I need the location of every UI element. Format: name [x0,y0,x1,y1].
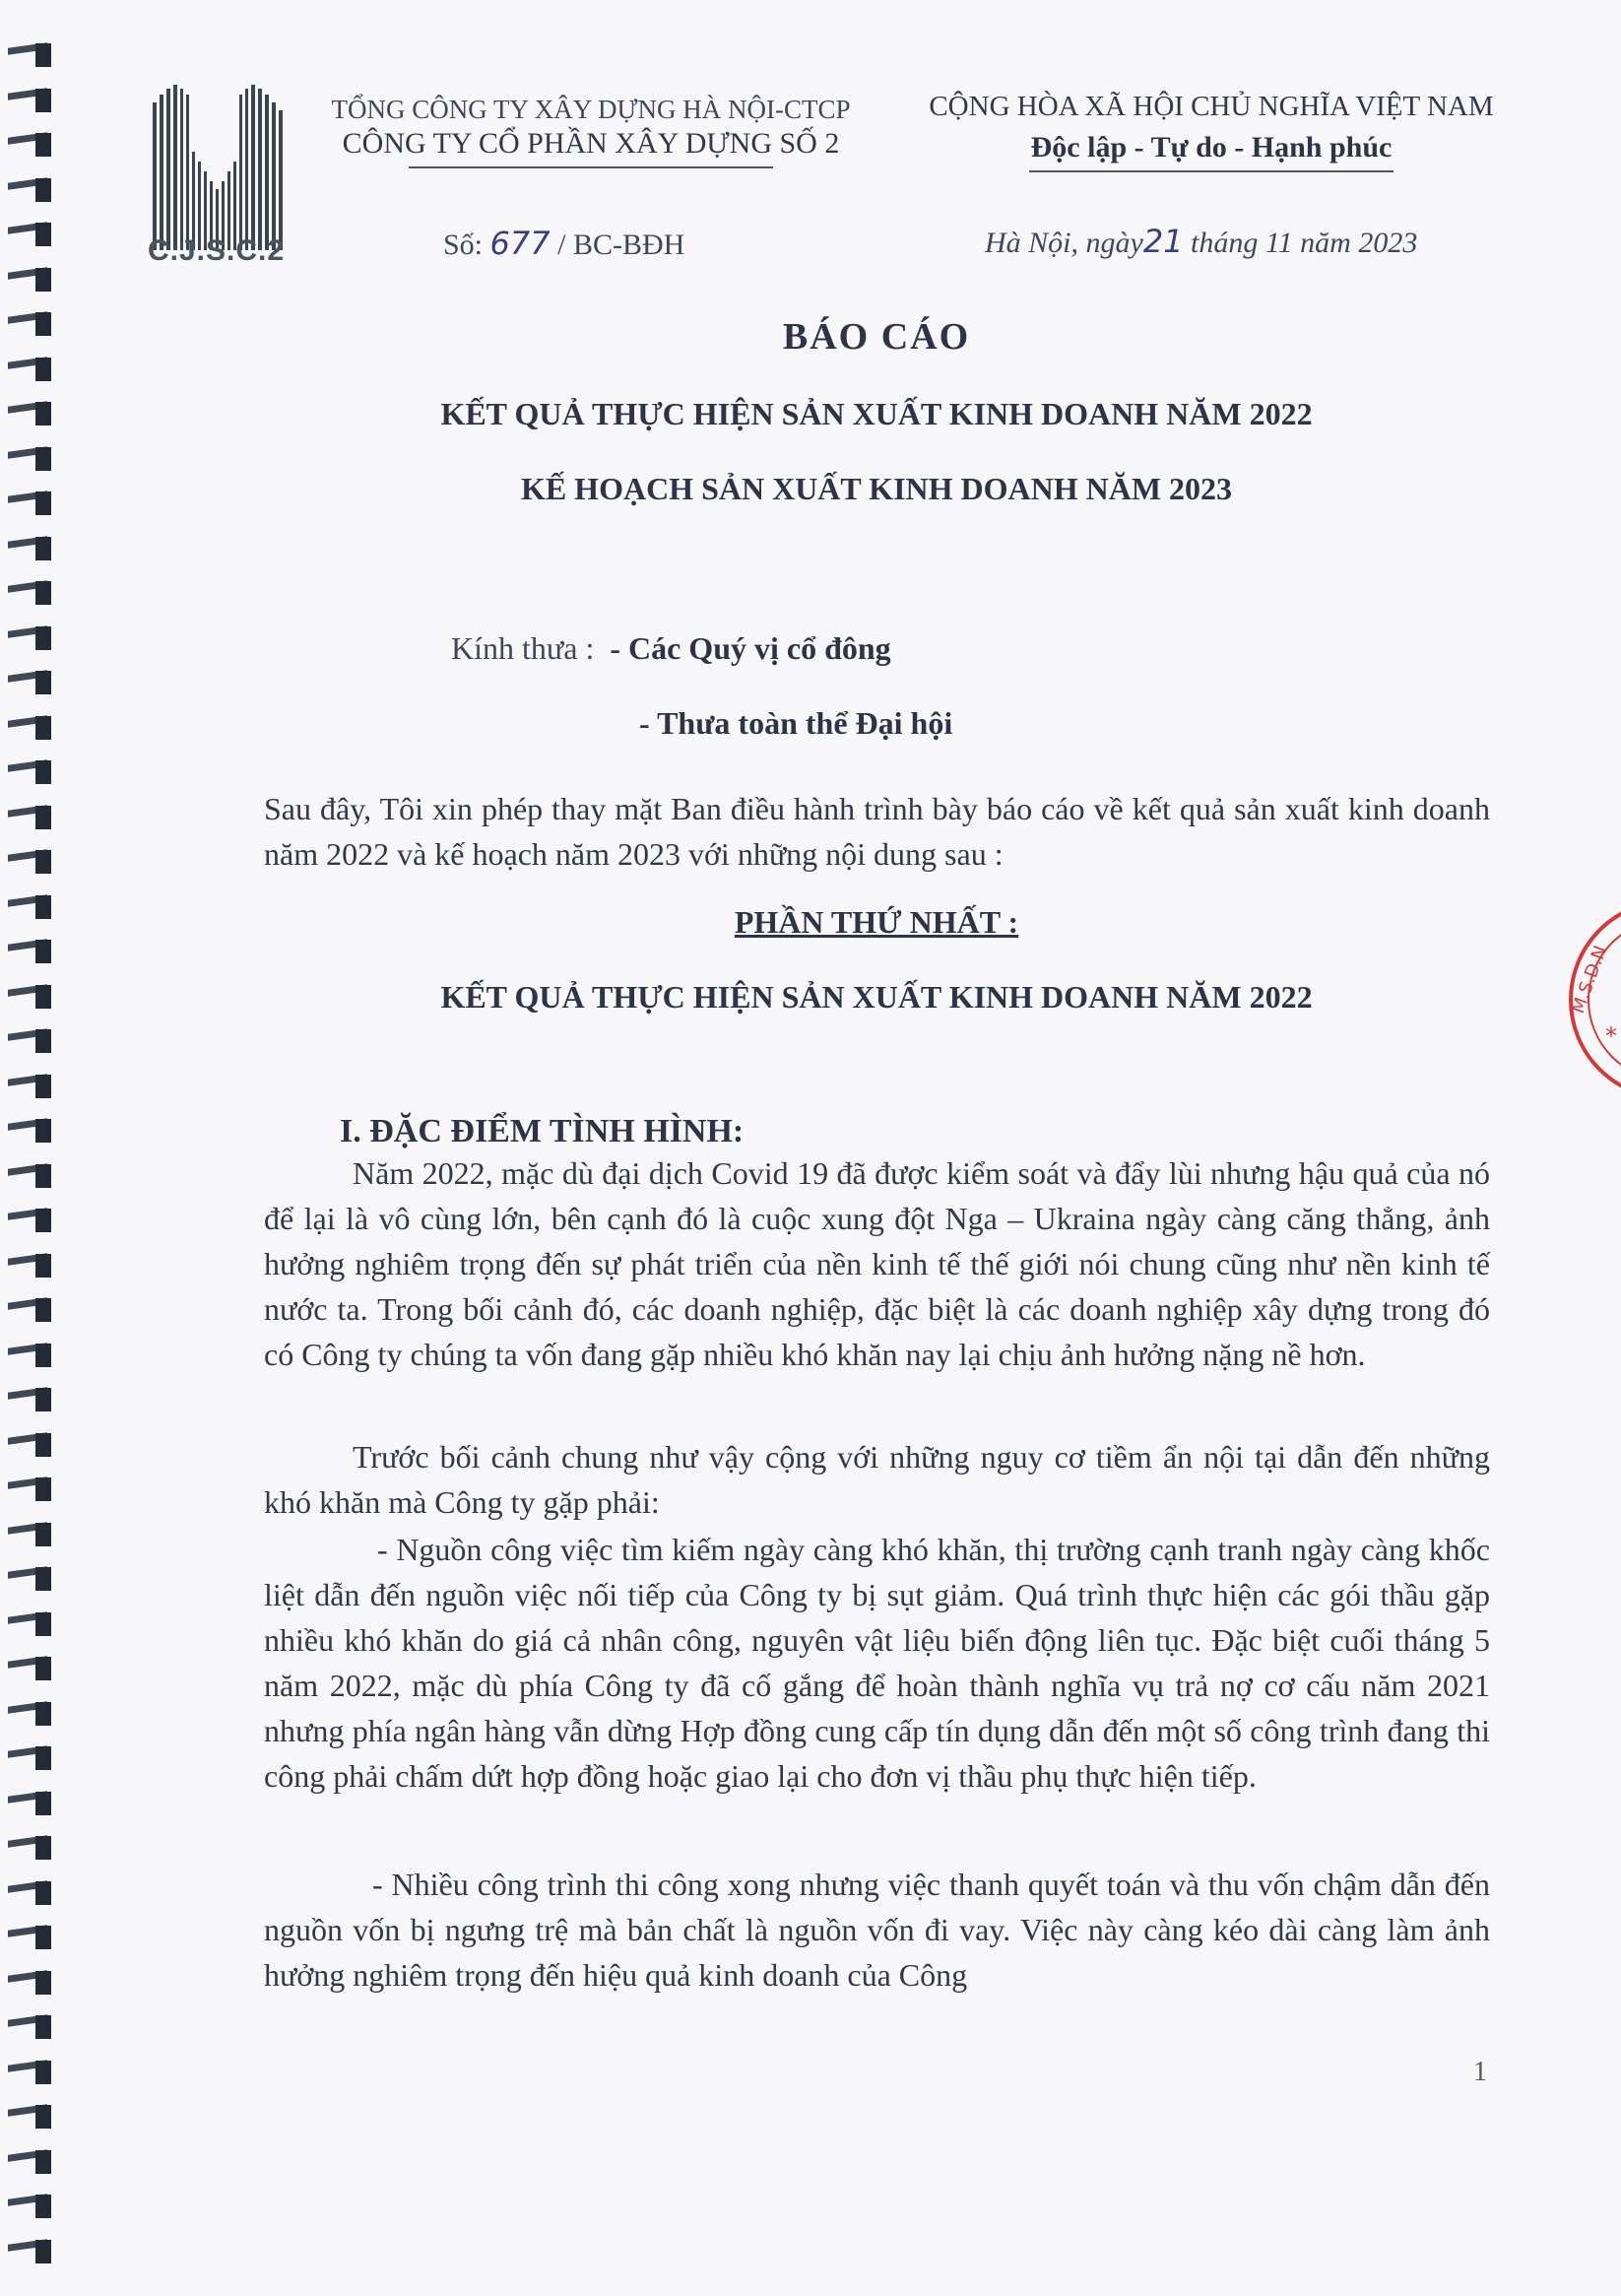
binding-ring [8,1205,53,1234]
binding-ring [8,174,53,204]
date-suffix: tháng 11 năm 2023 [1191,227,1418,259]
binding-ring [8,1742,53,1772]
binding-ring [8,2146,53,2176]
binding-ring [8,533,53,562]
binding-ring [8,2236,53,2265]
paragraph: - Nguồn công việc tìm kiếm ngày càng khó khăn, thị trường cạnh tranh ngày càng khốc liệt dẫn đến nguồn việc nối tiếp của Công ty bị sụt giảm. Quá trình thực hiện các gói thầu gặp nhiều khó khăn do giá cả nhân công, nguyên vật liệu biến động liên tục. Đặc biệt cuối tháng 5 năm 2022, mặc dù phía Công ty đã cố gắng để hoàn thành nghĩa vụ trả nợ cơ cấu năm 2021 nhưng phía ngân hàng vẫn dừng Hợp đồng cung cấp tín dụng dẫn đến một số công trình đang thi công phải chấm dứt hợp đồng hoặc giao lại cho đơn vị thầu phụ thực hiện tiếp. [264,1532,1490,1794]
intro-paragraph: Sau đây, Tôi xin phép thay mặt Ban điều hành trình bày báo cáo về kết quả sản xuất kinh doanh năm 2022 và kế hoạch năm 2023 với những nội dung sau : [264,791,1490,872]
binding-ring [8,623,53,652]
report-title: BÁO CÁO [782,316,971,358]
binding-ring [8,1877,53,1907]
binding-ring [8,1340,53,1369]
binding-ring [8,1160,53,1190]
binding-ring [8,1071,53,1100]
parent-company-name: TỔNG CÔNG TY XÂY DỰNG HÀ NỘI-CTCP [331,95,851,124]
binding-ring [8,2101,53,2131]
paragraph: Năm 2022, mặc dù đại dịch Covid 19 đã được kiểm soát và đẩy lùi nhưng hậu quả của nó để lại là vô cùng lớn, bên cạnh đó là cuộc xung đột Nga – Ukraina ngày càng căng thẳng, ảnh hưởng nghiêm trọng đến sự phát triển của nền kinh tế thế giới nói chung cũng như nền kinh tế nước ta. Trong bối cảnh đó, các doanh nghiệp, đặc biệt là các doanh nghiệp xây dựng trong đó có Công ty chúng ta vốn đang gặp nhiều khó khăn nay lại chịu ảnh hưởng nặng nề hơn. [264,1155,1490,1372]
binding-ring [8,354,53,383]
report-subtitle-results: KẾT QUẢ THỰC HIỆN SẢN XUẤT KINH DOANH NĂM 2022 [440,396,1313,431]
binding-ring [8,1563,53,1593]
part-heading: PHẦN THỨ NHẤT : [734,904,1019,940]
page-number: 1 [1473,2057,1487,2087]
date-day: 21 [1142,223,1184,260]
binding-ring [8,39,53,69]
svg-text:M.S.D.N: M.S.D.N [1567,943,1612,1017]
document-date [985,223,1417,260]
binding-ring [8,1608,53,1638]
national-header [896,91,1526,172]
logo-text: C.J.S.C.2 [148,234,286,267]
report-subtitle-plan: KẾ HOẠCH SẢN XUẤT KINH DOANH NĂM 2023 [520,471,1233,506]
salutation-recipient-2: - Thưa toàn thể Đại hội [639,705,953,741]
binding-ring [8,2191,53,2220]
svg-text:*: * [1605,1022,1617,1050]
binding-ring [8,219,53,248]
binding-ring [8,1474,53,1503]
binding-ring [8,667,53,696]
motto-divider [1029,170,1394,172]
binding-ring [8,891,53,921]
binding-ring [8,1519,53,1548]
binding-ring [8,264,53,294]
binding-ring [8,1429,53,1459]
binding-ring [8,1294,53,1324]
binding-ring [8,398,53,427]
company-header [305,95,876,168]
binding-ring [8,802,53,831]
binding-ring [8,443,53,473]
salutation-label: Kính thưa : [451,630,595,666]
binding-ring [8,1788,53,1817]
binding-ring [8,1250,53,1279]
binding-ring [8,1115,53,1145]
binding-ring [8,488,53,517]
salutation-recipient-1: - Các Quý vị cổ đông [610,630,891,666]
spiral-binding [0,39,69,2285]
binding-ring [8,712,53,742]
binding-ring [8,1922,53,1951]
doc-number-value: 677 [489,225,551,262]
document-number [443,225,684,262]
binding-ring [8,756,53,786]
binding-ring [8,2011,53,2041]
binding-ring [8,1698,53,1728]
header-divider [409,166,773,168]
part-subheading: KẾT QUẢ THỰC HIỆN SẢN XUẤT KINH DOANH NĂM 2022 [440,979,1313,1015]
binding-ring [8,846,53,876]
binding-ring [8,308,53,338]
binding-ring [8,2057,53,2086]
doc-number-prefix: Số: [443,229,484,261]
binding-ring [8,1967,53,1997]
binding-ring [8,1653,53,1682]
paragraph: Trước bối cảnh chung như vậy cộng với những nguy cơ tiềm ẩn nội tại dẫn đến những khó khăn mà Công ty gặp phải: [264,1439,1490,1520]
national-title: CỘNG HÒA XÃ HỘI CHỦ NGHĨA VIỆT NAM [929,91,1494,122]
binding-ring [8,1384,53,1413]
date-prefix: Hà Nội, ngày [985,227,1143,259]
red-stamp [1561,886,1621,1113]
binding-ring [8,981,53,1011]
section-heading: I. ĐẶC ĐIỂM TÌNH HÌNH: [340,1113,745,1149]
paragraph: - Nhiều công trình thi công xong nhưng việc thanh quyết toán và thu vốn chậm dẫn đến nguồn vốn bị ngưng trệ mà bản chất là nguồn vốn đi vay. Việc này càng kéo dài càng làm ảnh hưởng nghiêm trọng đến hiệu quả kinh doanh của Công [264,1867,1490,1993]
company-name: CÔNG TY CỔ PHẦN XÂY DỰNG SỐ 2 [342,127,840,160]
binding-ring [8,85,53,114]
binding-ring [8,577,53,607]
binding-ring [8,936,53,965]
binding-ring [8,1832,53,1862]
binding-ring [8,129,53,159]
national-motto: Độc lập - Tự do - Hạnh phúc [1030,131,1393,164]
binding-ring [8,1025,53,1055]
salutation [451,630,891,667]
doc-number-suffix: / BC-BĐH [557,229,685,261]
